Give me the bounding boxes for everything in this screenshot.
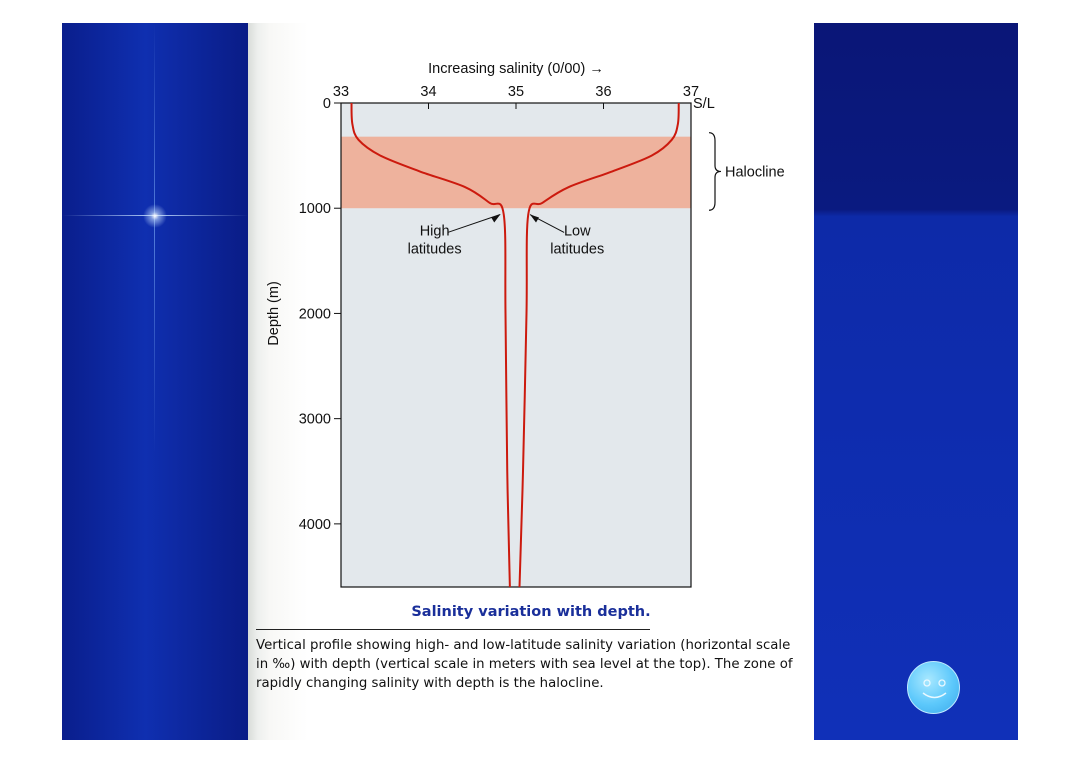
x-tick-label: 33 xyxy=(332,84,350,100)
y-tick-label: 0 xyxy=(322,96,331,112)
x-axis-label xyxy=(428,61,604,77)
x-tick-label: 35 xyxy=(507,84,525,100)
x-tick-label: 37 xyxy=(682,84,700,100)
y-tick-label: 3000 xyxy=(298,411,331,428)
y-tick-label: 1000 xyxy=(298,201,331,218)
smiley-icon[interactable] xyxy=(907,661,960,714)
annotation-low-latitudes: latitudes xyxy=(550,241,605,258)
light-streak-vertical xyxy=(154,23,155,740)
sea-level-label: S/L xyxy=(693,96,715,112)
halocline-band xyxy=(341,137,691,209)
annotation-high-latitudes: High xyxy=(419,223,450,240)
x-tick-label: 36 xyxy=(595,84,612,100)
caption-divider xyxy=(256,629,650,630)
x-axis-label-text: Increasing salinity (0/00) xyxy=(428,61,586,77)
annotation-high-latitudes: latitudes xyxy=(407,241,462,258)
sparkle-icon xyxy=(141,202,169,230)
right-arrow-icon: → xyxy=(589,61,604,77)
right-decorative-panel xyxy=(814,23,1018,740)
left-decorative-panel xyxy=(62,23,248,740)
caption-title: Salinity variation with depth. xyxy=(411,604,651,620)
annotation-low-latitudes: Low xyxy=(563,223,591,240)
y-axis-label: Depth (m) xyxy=(266,281,282,346)
x-tick-label: 34 xyxy=(420,84,437,100)
caption-text: Vertical profile showing high- and low-latitude salinity variation (horizontal scale in ‰) with depth (vertical scale in meters with sea level at the top). The zone of rapidly changing salinity with depth is the halocline. xyxy=(256,638,793,691)
y-tick-label: 2000 xyxy=(298,306,331,323)
annotation-halocline: Halocline xyxy=(725,164,785,181)
y-tick-label: 4000 xyxy=(298,516,331,533)
halocline-brace xyxy=(709,133,721,211)
salinity-depth-chart xyxy=(248,23,814,623)
